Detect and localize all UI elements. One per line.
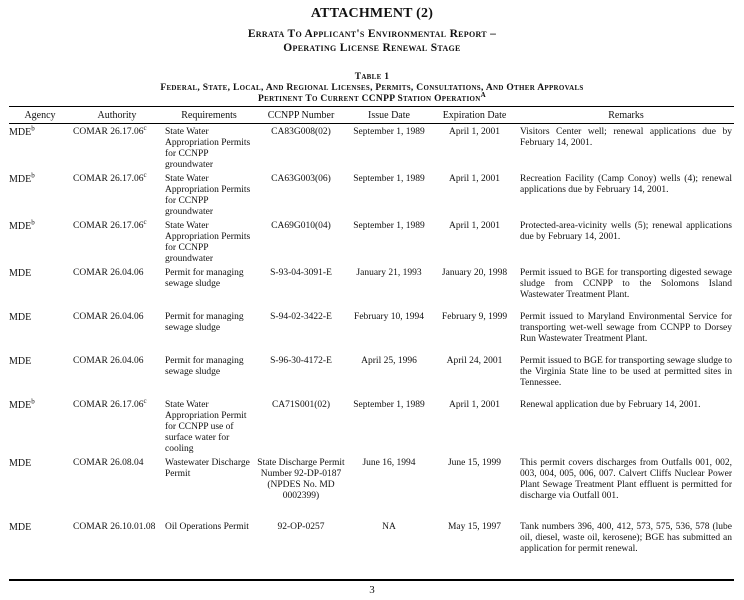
remarks-cell	[518, 218, 734, 265]
header-row	[9, 107, 734, 124]
expiration-date-cell-text: April 1, 2001	[449, 221, 500, 231]
remarks-cell-text: Tank numbers 396, 400, 412, 573, 575, 536, 578 (lube oil, diesel, waste oil, kerosene); BGE has submitted an application for permit renewal.	[520, 522, 732, 554]
permits-table	[9, 106, 734, 575]
expiration-date-cell-text: June 15, 1999	[447, 458, 502, 468]
remarks-cell-text: Permit issued to BGE for transporting sewage sludge to the Virginia State line to be used at permitted sites in Tennessee.	[520, 356, 732, 388]
page-number: 3	[369, 584, 375, 596]
authority-cell	[71, 353, 163, 397]
ccnpp-number-cell-text: CA69G010(04)	[271, 221, 331, 231]
agency-cell-text: MDE	[9, 174, 32, 185]
remarks-cell	[518, 265, 734, 309]
issue-date-cell	[347, 171, 431, 218]
agency-cell	[9, 265, 71, 309]
ccnpp-number-cell	[255, 519, 347, 575]
ccnpp-number-cell	[255, 397, 347, 455]
agency-cell	[9, 124, 71, 172]
remarks-cell	[518, 455, 734, 519]
agency-cell-text: MDE	[9, 221, 32, 232]
agency-cell	[9, 455, 71, 519]
issue-date-cell-text: June 16, 1994	[362, 458, 416, 468]
authority-cell	[71, 309, 163, 353]
table-header	[9, 107, 734, 124]
authority-cell-footnote: c	[143, 217, 147, 226]
agency-cell-footnote: b	[31, 218, 35, 227]
issue-date-cell-text: April 25, 1996	[361, 356, 417, 366]
issue-date-cell	[347, 455, 431, 519]
agency-cell	[9, 353, 71, 397]
remarks-cell-text: Recreation Facility (Camp Conoy) wells (4); renewal applications due by February 14, 2001.	[520, 174, 732, 195]
expiration-date-cell-text: April 1, 2001	[449, 174, 500, 184]
requirements-cell-text: Wastewater Discharge Permit	[165, 458, 250, 479]
expiration-date-cell-text: February 9, 1999	[441, 312, 508, 322]
ccnpp-number-cell	[255, 353, 347, 397]
ccnpp-number-cell	[255, 309, 347, 353]
issue-date-cell	[347, 265, 431, 309]
column-header: Agency	[9, 107, 71, 124]
agency-cell-footnote: b	[31, 397, 35, 406]
requirements-cell-text: Permit for managing sewage sludge	[165, 356, 244, 377]
requirements-cell	[163, 519, 255, 575]
agency-cell-footnote: b	[31, 124, 35, 133]
expiration-date-cell-text: January 20, 1998	[441, 268, 508, 278]
authority-cell	[71, 455, 163, 519]
issue-date-cell-text: January 21, 1993	[356, 268, 422, 278]
subtitle-line-1: Errata To Applicant's Environmental Report –	[247, 28, 497, 40]
issue-date-cell	[347, 353, 431, 397]
agency-cell-text: MDE	[9, 400, 32, 411]
requirements-cell-text: State Water Appropriation Permits for CCNPP groundwater	[165, 127, 251, 170]
requirements-cell	[163, 218, 255, 265]
column-header: CCNPP Number	[255, 107, 347, 124]
requirements-cell-text: State Water Appropriation Permit for CCNPP use of surface water for cooling	[165, 400, 247, 454]
table-title-line-1: Federal, State, Local, And Regional Licenses, Permits, Consultations, And Other Approvals	[160, 83, 584, 93]
table-label: Table 1	[354, 72, 390, 82]
authority-cell-text: COMAR 26.04.06	[73, 356, 144, 366]
agency-cell-text: MDE	[9, 522, 32, 533]
expiration-date-cell	[431, 519, 518, 575]
agency-cell-text: MDE	[9, 458, 32, 469]
issue-date-cell-text: September 1, 1989	[353, 221, 425, 231]
remarks-cell-text: Permit issued to Maryland Environmental Service for transporting wet-well sewage from CCNPP to Dorsey Run Wastewater Treatment Plant.	[520, 312, 732, 344]
expiration-date-cell	[431, 171, 518, 218]
ccnpp-number-cell-text: S-96-30-4172-E	[270, 356, 332, 366]
table-body	[9, 124, 734, 576]
remarks-cell	[518, 397, 734, 455]
table-title-superscript: A	[480, 90, 486, 99]
ccnpp-number-cell	[255, 218, 347, 265]
issue-date-cell-text: NA	[382, 522, 396, 532]
authority-cell-footnote: c	[143, 170, 147, 179]
table-row	[9, 353, 734, 397]
table-row	[9, 218, 734, 265]
agency-cell	[9, 218, 71, 265]
bottom-rule	[9, 579, 734, 581]
remarks-cell-text: Permit issued to BGE for transporting digested sewage sludge from CCNPP to the Solomons Island Wastewater Treatment Plant.	[520, 268, 732, 300]
agency-cell	[9, 519, 71, 575]
agency-cell	[9, 171, 71, 218]
expiration-date-cell-text: May 15, 1997	[447, 522, 502, 532]
ccnpp-number-cell-text: S-93-04-3091-E	[270, 268, 332, 278]
remarks-cell-text: This permit covers discharges from Outfalls 001, 002, 003, 004, 005, 006, 007. Calvert Cliffs Nuclear Power Plant Sewage Treatment Plant effluent is permitted for discharge via Outfall 001.	[520, 458, 732, 501]
authority-cell-text: COMAR 26.17.06	[73, 221, 144, 231]
agency-cell-footnote: b	[31, 171, 35, 180]
authority-cell-text: COMAR 26.08.04	[73, 458, 144, 468]
remarks-cell	[518, 124, 734, 172]
expiration-date-cell	[431, 455, 518, 519]
expiration-date-cell	[431, 124, 518, 172]
table-row	[9, 265, 734, 309]
issue-date-cell-text: September 1, 1989	[353, 127, 425, 137]
requirements-cell-text: Permit for managing sewage sludge	[165, 268, 244, 289]
remarks-cell-text: Visitors Center well; renewal applications due by February 14, 2001.	[520, 127, 732, 148]
column-header: Authority	[71, 107, 163, 124]
ccnpp-number-cell-text: 92-OP-0257	[277, 522, 325, 532]
table-row	[9, 519, 734, 575]
table-title-line-2	[0, 90, 744, 105]
authority-cell	[71, 519, 163, 575]
ccnpp-number-cell	[255, 265, 347, 309]
authority-cell-text: COMAR 26.17.06	[73, 127, 144, 137]
authority-cell-footnote: c	[143, 123, 147, 132]
requirements-cell	[163, 171, 255, 218]
authority-cell	[71, 218, 163, 265]
table-row	[9, 124, 734, 172]
requirements-cell-text: Permit for managing sewage sludge	[165, 312, 244, 333]
authority-cell-text: COMAR 26.04.06	[73, 268, 144, 278]
ccnpp-number-cell-text: CA63G003(06)	[271, 174, 331, 184]
expiration-date-cell-text: April 1, 2001	[449, 127, 500, 137]
requirements-cell	[163, 124, 255, 172]
column-header: Remarks	[518, 107, 734, 124]
remarks-cell-text: Protected-area-vicinity wells (5); renewal applications due by February 14, 2001.	[520, 221, 732, 242]
table-row	[9, 171, 734, 218]
column-header: Expiration Date	[431, 107, 518, 124]
agency-cell	[9, 397, 71, 455]
issue-date-cell	[347, 124, 431, 172]
remarks-cell-text: Renewal application due by February 14, 2001.	[520, 400, 701, 410]
expiration-date-cell	[431, 218, 518, 265]
issue-date-cell	[347, 519, 431, 575]
agency-cell-text: MDE	[9, 312, 32, 323]
expiration-date-cell	[431, 353, 518, 397]
ccnpp-number-cell	[255, 171, 347, 218]
issue-date-cell-text: September 1, 1989	[353, 174, 425, 184]
expiration-date-cell	[431, 309, 518, 353]
remarks-cell	[518, 519, 734, 575]
table-heading	[0, 72, 744, 105]
authority-cell	[71, 171, 163, 218]
requirements-cell	[163, 455, 255, 519]
authority-cell-footnote: c	[143, 396, 147, 405]
issue-date-cell	[347, 218, 431, 265]
ccnpp-number-cell-text: State Discharge Permit Number 92-DP-0187 (NPDES No. MD 0002399)	[257, 458, 345, 501]
ccnpp-number-cell-text: CA71S001(02)	[271, 400, 331, 410]
subtitle-line-2: Operating License Renewal Stage	[283, 42, 461, 54]
document-subtitle	[0, 27, 744, 55]
authority-cell-text: COMAR 26.10.01.08	[73, 522, 156, 532]
table-row	[9, 397, 734, 455]
remarks-cell	[518, 309, 734, 353]
authority-cell	[71, 265, 163, 309]
requirements-cell-text: State Water Appropriation Permits for CCNPP groundwater	[165, 174, 251, 217]
requirements-cell-text: Oil Operations Permit	[165, 522, 249, 532]
agency-cell-text: MDE	[9, 268, 32, 279]
requirements-cell	[163, 309, 255, 353]
requirements-cell	[163, 353, 255, 397]
expiration-date-cell-text: April 1, 2001	[449, 400, 500, 410]
table-title-line-2-text: Pertinent To Current CCNPP Station Operation	[258, 94, 481, 104]
authority-cell-text: COMAR 26.04.06	[73, 312, 144, 322]
page-title: ATTACHMENT (2)	[310, 6, 434, 21]
remarks-cell	[518, 353, 734, 397]
requirements-cell-text: State Water Appropriation Permits for CCNPP groundwater	[165, 221, 251, 264]
ccnpp-number-cell-text: CA83G008(02)	[271, 127, 331, 137]
table-row	[9, 309, 734, 353]
column-header: Issue Date	[347, 107, 431, 124]
expiration-date-cell	[431, 265, 518, 309]
issue-date-cell-text: February 10, 1994	[354, 312, 424, 322]
column-header: Requirements	[163, 107, 255, 124]
authority-cell-text: COMAR 26.17.06	[73, 400, 144, 410]
issue-date-cell	[347, 397, 431, 455]
ccnpp-number-cell	[255, 124, 347, 172]
authority-cell-text: COMAR 26.17.06	[73, 174, 144, 184]
ccnpp-number-cell	[255, 455, 347, 519]
authority-cell	[71, 124, 163, 172]
requirements-cell	[163, 397, 255, 455]
requirements-cell	[163, 265, 255, 309]
authority-cell	[71, 397, 163, 455]
table-row	[9, 455, 734, 519]
agency-cell-text: MDE	[9, 127, 32, 138]
expiration-date-cell-text: April 24, 2001	[446, 356, 503, 366]
issue-date-cell-text: September 1, 1989	[353, 400, 425, 410]
remarks-cell	[518, 171, 734, 218]
expiration-date-cell	[431, 397, 518, 455]
ccnpp-number-cell-text: S-94-02-3422-E	[270, 312, 332, 322]
agency-cell-text: MDE	[9, 356, 32, 367]
issue-date-cell	[347, 309, 431, 353]
agency-cell	[9, 309, 71, 353]
